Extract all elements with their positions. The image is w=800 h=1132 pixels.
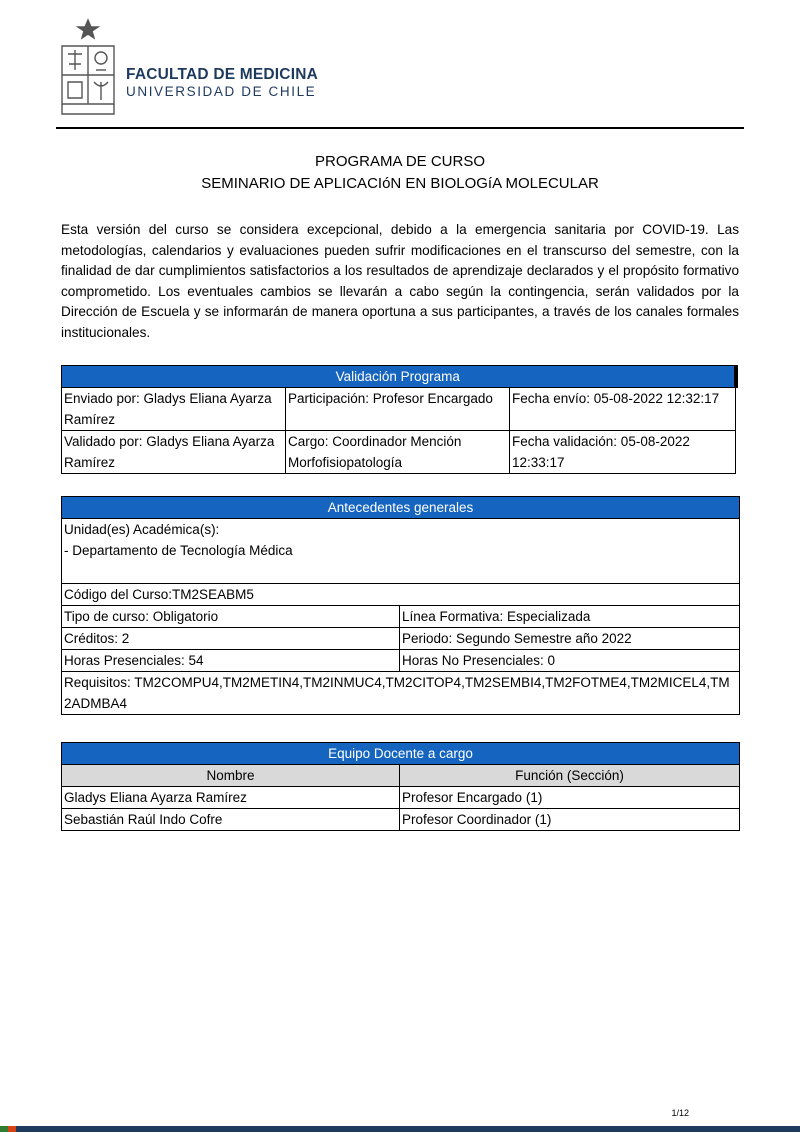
sent-by-cell: Enviado por: Gladys Eliana Ayarza Ramírez [62, 388, 286, 431]
requirements-cell: Requisitos: TM2COMPU4,TM2METIN4,TM2INMUC4,TM2CITOP4,TM2SEMBI4,TM2FOTME4,TM2MICEL4,TM2ADMBA4 [62, 672, 740, 715]
header-divider [56, 127, 744, 129]
period-cell: Periodo: Segundo Semestre año 2022 [400, 628, 740, 650]
teacher-name: Sebastián Raúl Indo Cofre [62, 809, 400, 831]
teacher-role: Profesor Coordinador (1) [400, 809, 740, 831]
faculty-name: FACULTAD DE MEDICINA [126, 66, 318, 83]
participation-cell: Participación: Profesor Encargado [286, 388, 510, 431]
formative-line-cell: Línea Formativa: Especializada [400, 606, 740, 628]
table-row [62, 787, 740, 809]
university-name: UNIVERSIDAD DE CHILE [126, 84, 317, 99]
background-heading: Antecedentes generales [62, 497, 740, 519]
validation-heading: Validación Programa [62, 366, 736, 388]
academic-unit-label: Unidad(es) Académica(s): [64, 522, 220, 537]
name-column-header: Nombre [62, 765, 400, 787]
university-crest-logo [56, 18, 120, 122]
role-column-header: Función (Sección) [400, 765, 740, 787]
position-cell: Cargo: Coordinador Mención Morfofisiopatología [286, 431, 510, 474]
remote-hours-cell: Horas No Presenciales: 0 [400, 650, 740, 672]
validation-table [61, 365, 738, 474]
teacher-name: Gladys Eliana Ayarza Ramírez [62, 787, 400, 809]
institution-name [126, 66, 318, 100]
in-person-hours-cell: Horas Presenciales: 54 [62, 650, 400, 672]
footer-bar [0, 1126, 800, 1132]
teaching-team-table [61, 742, 740, 831]
table-row [62, 809, 740, 831]
general-background-table [61, 496, 740, 715]
document-title: PROGRAMA DE CURSO [314, 153, 486, 170]
academic-unit-cell [62, 519, 740, 584]
crest-icon [56, 18, 120, 122]
teaching-team-heading: Equipo Docente a cargo [62, 743, 740, 765]
course-type-cell: Tipo de curso: Obligatorio [62, 606, 400, 628]
footer-accent-orange [8, 1126, 16, 1132]
course-title: SEMINARIO DE APLICACIóN EN BIOLOGíA MOLECULAR [201, 175, 599, 192]
course-code-cell: Código del Curso:TM2SEABM5 [62, 584, 740, 606]
validated-by-cell: Validado por: Gladys Eliana Ayarza Ramírez [62, 431, 286, 474]
teacher-role: Profesor Encargado (1) [400, 787, 740, 809]
covid-notice-paragraph: Esta versión del curso se considera excepcional, debido a la emergencia sanitaria por COVID-19. Las metodologías, calendarios y evaluaciones pueden sufrir modificaciones en el transcurso del semestre, con la finalidad de dar cumplimientos satisfactorios a los resultados de aprendizaje declarados y el propósito formativo comprometido. Los eventuales cambios se llevarán a cabo según la contingencia, serán validados por la Dirección de Escuela y se informarán de manera oportuna a sus participantes, a través de los canales formales institucionales. [61, 222, 739, 340]
page-number: 1/12 [671, 1108, 689, 1118]
academic-unit-value: - Departamento de Tecnología Médica [64, 543, 293, 558]
credits-cell: Créditos: 2 [62, 628, 400, 650]
footer-accent-green [0, 1126, 8, 1132]
sent-date-cell: Fecha envío: 05-08-2022 12:32:17 [510, 388, 736, 431]
validation-date-cell: Fecha validación: 05-08-2022 12:33:17 [510, 431, 736, 474]
